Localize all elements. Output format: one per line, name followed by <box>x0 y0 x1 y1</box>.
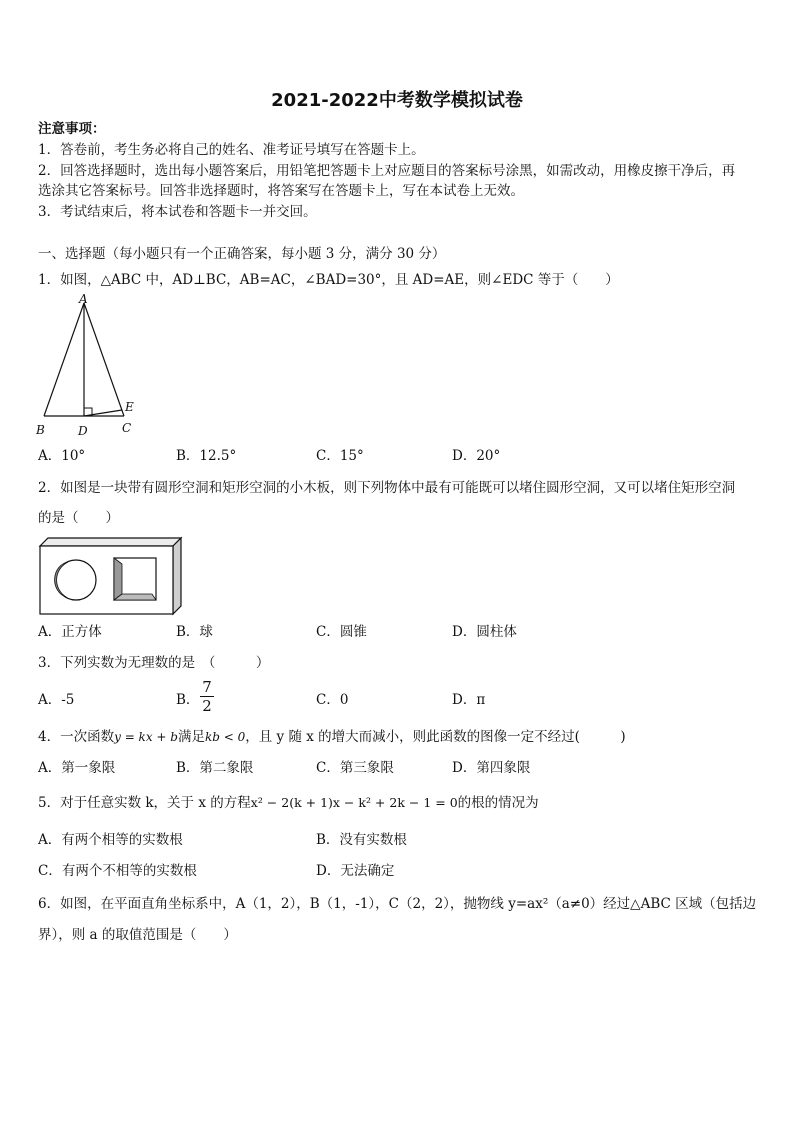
section-heading: 一、选择题（每小题只有一个正确答案，每小题 3 分，满分 30 分） <box>38 246 446 262</box>
rect-hole-bottom-wall <box>114 594 156 600</box>
q2-stem-line1: 2．如图是一块带有圆形空洞和矩形空洞的小木板，则下列物体中最有可能既可以堵住圆形空洞，又可以堵住矩形空洞 <box>38 480 736 496</box>
q6-stem-line1: 6．如图，在平面直角坐标系中，A（1，2），B（1，-1），C（2，2），抛物线 y=ax²（a≠0）经过△ABC 区域（包括边 <box>38 896 757 912</box>
q4-formula-linear: y = kx + b <box>114 730 178 744</box>
q3-option-d: D．π <box>452 692 486 708</box>
segment-ab <box>44 303 84 416</box>
notice-item: 2．回答选择题时，选出每小题答案后，用铅笔把答题卡上对应题目的答案标号涂黑，如需改动，用橡皮擦干净后，再 <box>38 163 736 179</box>
q2-stem-line2: 的是（ ） <box>38 510 119 526</box>
q3-option-c: C．0 <box>316 692 349 708</box>
q1-option-d: D．20° <box>452 448 501 464</box>
segment-ac <box>84 303 124 416</box>
q5-option-b: B．没有实数根 <box>316 832 407 848</box>
q5-stem-prefix: 5．对于任意实数 k，关于 x 的方程 <box>38 795 251 811</box>
q5-option-a: A．有两个相等的实数根 <box>38 832 183 848</box>
q2-option-d: D．圆柱体 <box>452 624 517 640</box>
q4-stem <box>38 727 626 747</box>
page-title: 2021-2022中考数学模拟试卷 <box>271 90 523 111</box>
q4-option-c: C．第三象限 <box>316 760 394 776</box>
q1-stem: 1．如图，△ABC 中，AD⊥BC，AB=AC，∠BAD=30°，且 AD=AE，则∠EDC 等于（ ） <box>38 272 619 288</box>
q4-stem-suffix: ，且 y 随 x 的增大而减小，则此函数的图像一定不经过( ) <box>245 729 626 745</box>
fraction-denominator: 2 <box>202 697 212 715</box>
label-d: D <box>78 424 88 438</box>
label-b: B <box>36 423 45 437</box>
q1-triangle-figure <box>34 294 138 440</box>
q3-option-b: B． <box>176 692 200 708</box>
rect-hole-left-wall <box>114 558 122 600</box>
q4-stem-mid: 满足 <box>177 729 205 745</box>
q1-option-c: C．15° <box>316 448 364 464</box>
q2-board-figure <box>36 536 184 616</box>
q5-option-d: D．无法确定 <box>316 863 395 879</box>
board-top-face <box>40 538 181 546</box>
q5-stem <box>38 793 539 813</box>
board-side-face <box>173 538 181 614</box>
q3-fraction <box>200 679 214 714</box>
q2-option-b: B．球 <box>176 624 213 640</box>
q5-stem-suffix: 的根的情况为 <box>457 795 539 811</box>
q4-option-a: A．第一象限 <box>38 760 116 776</box>
fraction-numerator: 7 <box>202 678 212 696</box>
q2-option-c: C．圆锥 <box>316 624 367 640</box>
notice-heading: 注意事项： <box>38 121 106 137</box>
label-c: C <box>122 421 132 435</box>
q5-option-c: C．有两个不相等的实数根 <box>38 863 197 879</box>
q3-stem: 3．下列实数为无理数的是 （ ） <box>38 655 270 671</box>
q5-formula: x² − 2(k + 1)x − k² + 2k − 1 = 0 <box>250 795 458 810</box>
q1-option-a: A．10° <box>38 448 86 464</box>
q4-option-b: B．第二象限 <box>176 760 254 776</box>
q4-stem-prefix: 4．一次函数 <box>38 729 115 745</box>
segment-de <box>84 410 122 416</box>
q4-option-d: D．第四象限 <box>452 760 531 776</box>
q6-stem-line2: 界），则 a 的取值范围是（ ） <box>38 927 237 943</box>
notice-item: 选涂其它答案标号。回答非选择题时，将答案写在答题卡上，写在本试卷上无效。 <box>38 183 524 199</box>
q4-formula-kb: kb < 0 <box>204 730 246 744</box>
label-e: E <box>125 400 134 414</box>
q1-option-b: B．12.5° <box>176 448 237 464</box>
notice-item: 1．答卷前，考生务必将自己的姓名、准考证号填写在答题卡上。 <box>38 142 425 158</box>
q3-option-a: A．-5 <box>38 692 75 708</box>
label-a: A <box>79 294 88 306</box>
q2-option-a: A．正方体 <box>38 624 102 640</box>
notice-item: 3．考试结束后，将本试卷和答题卡一并交回。 <box>38 204 317 220</box>
